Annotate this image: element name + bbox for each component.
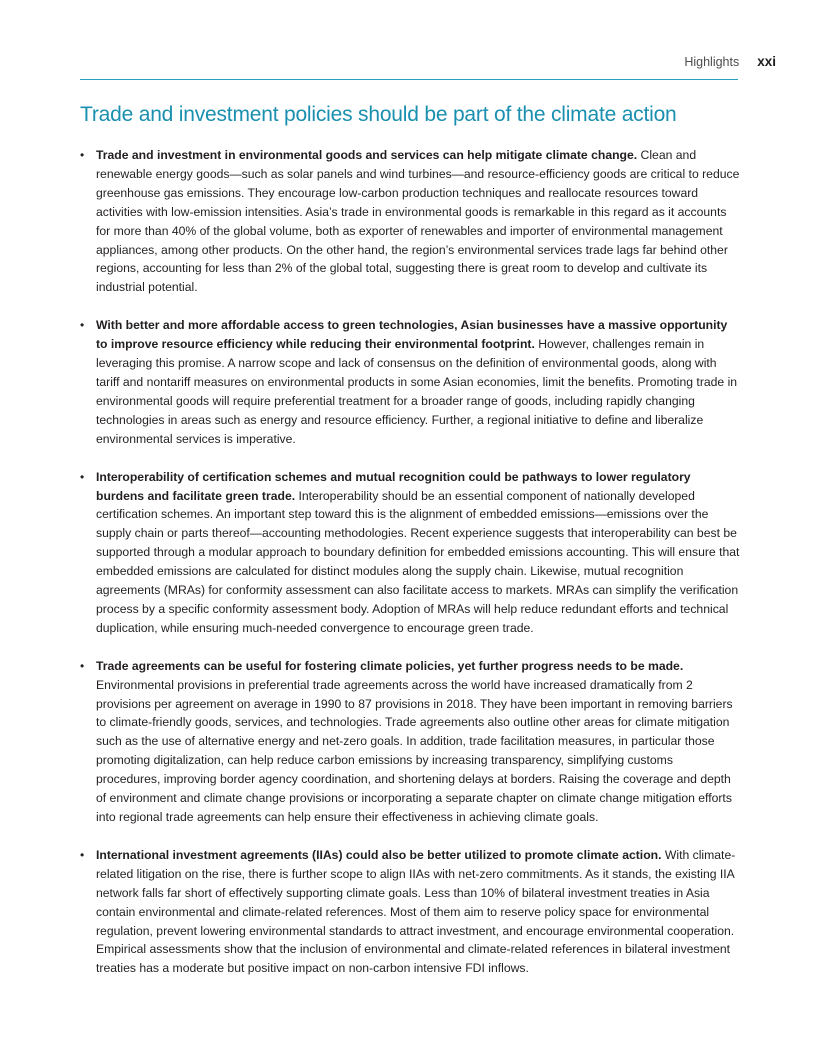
highlight-lead: International investment agreements (IIAs) could also be better utilized to promote climate action. — [96, 847, 665, 862]
running-header — [684, 54, 776, 69]
highlight-body: Clean and renewable energy goods—such as solar panels and wind turbines—and resource-efficiency goods are critical to reduce greenhouse gas emissions. They encourage low-carbon production techniques and reallocate resources toward activities with low-emission intensities. Asia’s trade in environmental goods is remarkable in this regard as it accounts for more than 40% of the global volume, both as exporter of renewables and importer of environmental management appliances, among other products. On the other hand, the region’s environmental services trade lags far behind other regions, accounting for less than 2% of the global total, suggesting there is great room to develop and cultivate its industrial potential. — [96, 148, 740, 295]
highlight-body: Environmental provisions in preferential trade agreements across the world have increased dramatically from 2 provisions per agreement on average in 1990 to 87 provisions in 2018. They have been important in removing barriers to climate-friendly goods, services, and technologies. Trade agreements also outline other areas for climate mitigation such as the use of alternative energy and net-zero goals. In addition, trade facilitation measures, in particular those promoting digitalization, can help reduce carbon emissions by increasing transparency, simplifying customs procedures, improving border agency coordination, and shortening delays at borders. Raising the coverage and depth of environment and climate change provisions or incorporating a separate chapter on climate change mitigation efforts into regional trade agreements can help ensure their effectiveness in achieving climate goals. — [96, 677, 733, 824]
highlight-item — [80, 468, 740, 638]
highlight-lead: Interoperability of certification schemes and mutual recognition could be pathways to lower regulatory burdens and facilitate green trade. — [96, 469, 691, 503]
highlight-item — [80, 657, 740, 827]
highlight-item — [80, 316, 740, 448]
highlight-body: However, challenges remain in leveraging this promise. A narrow scope and lack of consensus on the definition of environmental goods, along with tariff and nontariff measures on environmental products in some Asian economies, limit the benefits. Promoting trade in environmental goods will require preferential treatment for a broader range of goods, including rapidly changing technologies in areas such as energy and resource efficiency. Further, a regional initiative to define and liberalize environmental services is imperative. — [96, 337, 738, 446]
header-divider — [80, 79, 738, 80]
running-header-title: Highlights — [684, 55, 740, 69]
highlights-list — [80, 146, 740, 978]
highlight-item — [80, 846, 740, 978]
highlight-lead: Trade agreements can be useful for fostering climate policies, yet further progress needs to be made. — [96, 658, 684, 673]
bullet-icon: • — [80, 148, 85, 162]
bullet-icon: • — [80, 847, 85, 862]
bullet-icon: • — [80, 318, 85, 333]
bullet-icon: • — [80, 469, 85, 484]
highlight-body: Interoperability should be an essential component of nationally developed certification schemes. An important step toward this is the alignment of embedded emissions—emissions over the supply chain or parts thereof—accounting methodologies. Recent experience suggests that interoperability can best be supported through a modular approach to boundary definition for embedded emissions accounting. This will ensure that embedded emissions are calculated for distinct modules along the supply chain. Likewise, mutual recognition agreements (MRAs) for conformity assessment can also facilitate access to markets. MRAs can simplify the verification process by a specific conformity assessment body. Adoption of MRAs will help reduce redundant efforts and technical duplication, while ensuring much-needed convergence to encourage green trade. — [96, 488, 740, 635]
highlight-lead: With better and more affordable access to green technologies, Asian businesses have a massive opportunity to improve resource efficiency while reducing their environmental footprint. — [96, 318, 728, 352]
highlight-body: With climate-related litigation on the rise, there is further scope to align IIAs with net-zero commitments. As it stands, the existing IIA network falls far short of effectively supporting climate goals. Less than 10% of bilateral investment treaties in Asia contain environmental and climate-related references. Most of them aim to reserve policy space for environmental regulation, prevent lowering environmental standards to attract investment, and encourage environmental cooperation. Empirical assessments show that the inclusion of environmental and climate-related references in bilateral investment treaties has a moderate but positive impact on non-carbon intensive FDI inflows. — [96, 847, 736, 976]
page-number: xxi — [757, 54, 776, 69]
section-title: Trade and investment policies should be part of the climate action — [80, 103, 677, 126]
highlight-lead: Trade and investment in environmental goods and services can help mitigate climate change. — [96, 148, 641, 162]
bullet-icon: • — [80, 658, 85, 673]
highlight-item — [80, 146, 740, 297]
